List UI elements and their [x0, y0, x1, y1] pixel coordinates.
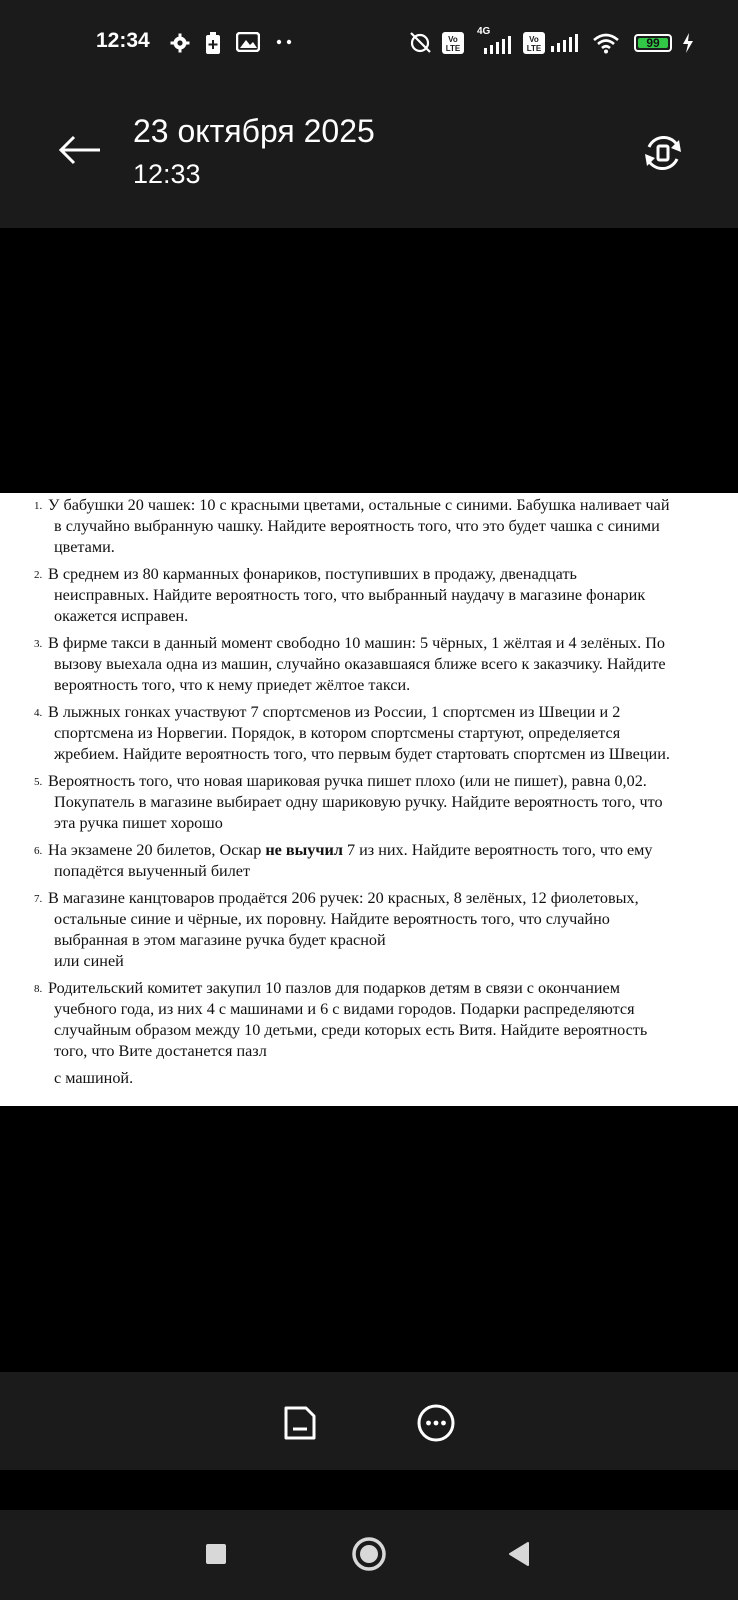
wifi-icon	[592, 32, 620, 54]
task-number: 7.	[34, 893, 43, 905]
home-button[interactable]	[349, 1534, 389, 1574]
signal-icon-2	[550, 34, 580, 52]
rotate-icon	[641, 131, 685, 175]
task-number: 2.	[34, 569, 43, 581]
task-line: в случайно выбранную чашку. Найдите вероятность того, что это будет чашка с синими	[54, 517, 660, 535]
recents-square-icon	[204, 1542, 228, 1566]
recents-button[interactable]	[196, 1534, 236, 1574]
battery-saver-icon	[205, 32, 221, 54]
task-number: 4.	[34, 707, 43, 719]
task-number: 3.	[34, 638, 43, 650]
document-photo	[0, 493, 738, 1106]
task-item	[0, 564, 734, 627]
back-button[interactable]	[54, 124, 106, 176]
navigation-bar	[0, 1510, 738, 1600]
svg-text:Vo: Vo	[448, 35, 458, 44]
task-item	[0, 840, 734, 882]
task-number: 5.	[34, 776, 43, 788]
task-line: В среднем из 80 карманных фонариков, поступивших в продажу, двенадцать	[48, 565, 577, 583]
task-text: 7 из них. Найдите вероятность того, что ему	[342, 841, 653, 859]
task-line: вызову выехала одна из машин, случайно оказавшаяся ближе всего к заказчику. Найдите	[54, 655, 666, 673]
viewer-header	[0, 80, 738, 228]
task-text-bold: не выучил	[265, 841, 343, 859]
task-line: или синей	[54, 952, 124, 970]
document-icon	[282, 1404, 318, 1442]
status-bar	[0, 0, 738, 80]
task-line: В фирме такси в данный момент свободно 10 машин: 5 чёрных, 1 жёлтая и 4 зелёных. По	[48, 634, 666, 652]
task-line: Вероятность того, что новая шариковая ручка пишет плохо (или не пишет), равна 0,02.	[48, 772, 647, 790]
task-line: цветами.	[54, 538, 115, 556]
task-item	[0, 978, 734, 1062]
task-line: учебного года, из них 4 с машинами и 6 с видами городов. Подарки распределяются	[54, 1000, 635, 1018]
volte-icon	[442, 32, 464, 54]
back-triangle-icon	[506, 1540, 532, 1568]
task-line: В лыжных гонках участвуют 7 спортсменов из России, 1 спортсмен из Швеции и 2	[48, 703, 621, 721]
task-line: вероятность того, что к нему приедет жёлтое такси.	[54, 676, 411, 694]
task-line: того, что Вите достанется пазл	[54, 1042, 267, 1060]
home-circle-icon	[351, 1536, 387, 1572]
task-text: На экзамене 20 билетов, Оскар	[48, 841, 266, 859]
task-item	[0, 888, 734, 972]
task-number: 6.	[34, 845, 43, 857]
task-item	[0, 633, 734, 696]
task-line: окажется исправен.	[54, 607, 189, 625]
signal-icon	[476, 36, 512, 54]
task-line: жребием. Найдите вероятность того, что первым будет стартовать спортсмен из Швеции.	[54, 745, 670, 763]
task-item	[0, 702, 734, 765]
bottom-action-bar	[0, 1372, 738, 1470]
more-dots-icon	[276, 39, 292, 45]
task-line: эта ручка пишет хорошо	[54, 814, 223, 832]
task-number: 8.	[34, 983, 43, 995]
task-line: неисправных. Найдите вероятность того, что выбранный наудачу в магазине фонарик	[54, 586, 646, 604]
arrow-left-icon	[58, 135, 102, 165]
task-line	[48, 840, 734, 861]
more-options-icon	[416, 1403, 456, 1443]
battery-level: 99	[646, 36, 660, 50]
mute-alarm-icon	[408, 30, 432, 54]
task-item	[0, 495, 734, 558]
rotate-button[interactable]	[635, 125, 691, 181]
photo-time: 12:33	[133, 159, 201, 189]
task-line: выбранная в этом магазине ручка будет красной	[54, 931, 386, 949]
document-button[interactable]	[279, 1402, 321, 1444]
network-type-label: 4G	[477, 26, 491, 37]
svg-text:Vo: Vo	[529, 35, 539, 44]
task-line: У бабушки 20 чашек: 10 с красными цветами, остальные с синими. Бабушка наливает чай	[48, 496, 670, 514]
svg-text:LTE: LTE	[526, 44, 542, 53]
gear-icon	[170, 33, 190, 53]
task-item	[0, 771, 734, 834]
battery-icon	[634, 34, 672, 52]
charging-icon	[682, 33, 694, 53]
back-nav-button[interactable]	[499, 1534, 539, 1574]
task-line: попадётся выученный билет	[54, 862, 251, 880]
volte-icon-2	[523, 32, 545, 54]
photo-date: 23 октября 2025	[133, 113, 375, 149]
task-line: спортсмена из Норвегии. Порядок, в котором спортсмены стартуют, определяется	[54, 724, 621, 742]
image-icon	[236, 32, 260, 52]
task-line: случайным образом между 10 детьми, среди которых есть Витя. Найдите вероятность	[54, 1021, 648, 1039]
task-line: Покупатель в магазине выбирает одну шариковую ручку. Найдите вероятность того, что	[54, 793, 663, 811]
svg-text:LTE: LTE	[445, 44, 461, 53]
task-tail-line: с машиной.	[54, 1069, 134, 1087]
status-time: 12:34	[96, 29, 150, 52]
task-line: Родительский комитет закупил 10 пазлов для подарков детям в связи с окончанием	[48, 979, 620, 997]
task-number: 1.	[34, 500, 43, 512]
task-line: В магазине канцтоваров продаётся 206 ручек: 20 красных, 8 зелёных, 12 фиолетовых,	[48, 889, 639, 907]
task-line: остальные синие и чёрные, их поровну. Найдите вероятность того, что случайно	[54, 910, 610, 928]
more-options-button[interactable]	[415, 1402, 457, 1444]
